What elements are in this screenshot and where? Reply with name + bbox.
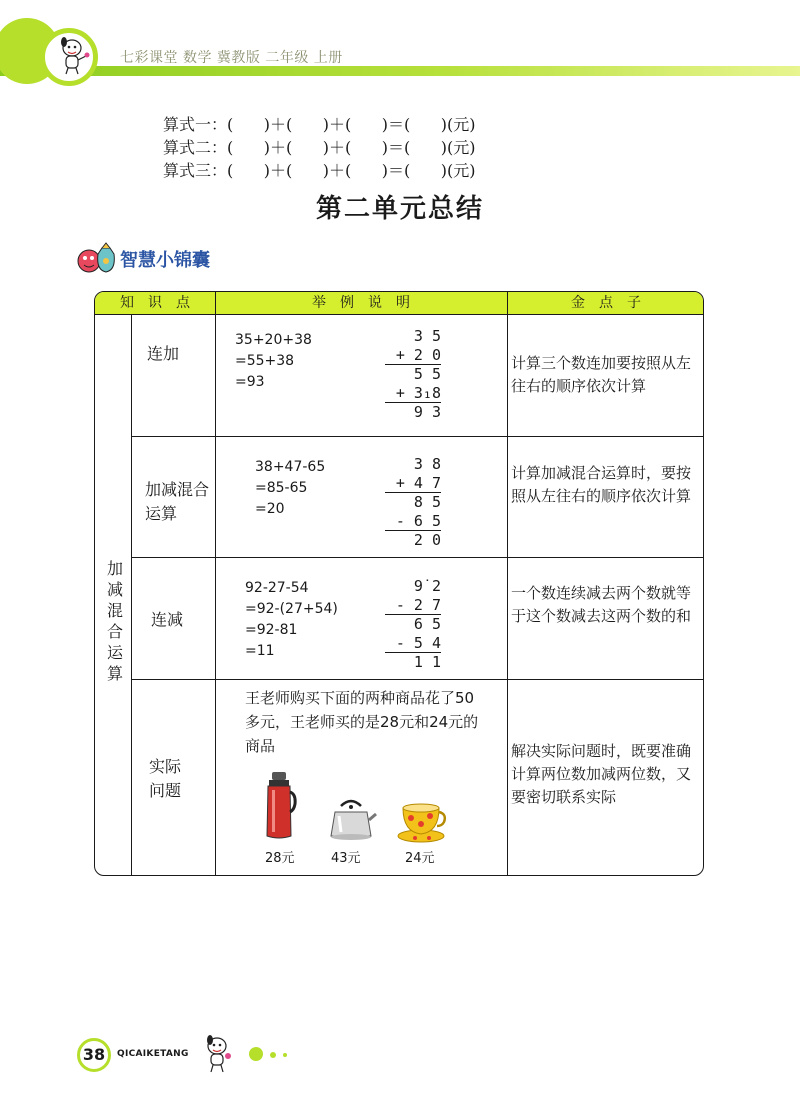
formula-line-2: 算式二：( )＋( )＋( )＝( )(元) bbox=[163, 138, 476, 157]
decorative-dot bbox=[283, 1053, 287, 1057]
section-label: 智慧小锦囊 bbox=[120, 250, 210, 271]
grid-line bbox=[131, 436, 704, 437]
example-horizontal: 92-27-54 =92-(27+54) =92-81 =11 bbox=[245, 580, 338, 659]
topic-lianjian: 连减 bbox=[151, 610, 184, 629]
table-header-row bbox=[95, 292, 703, 315]
example-horizontal: 35+20+38 =55+38 =93 bbox=[235, 332, 312, 390]
header-example: 举例说明 bbox=[312, 295, 424, 311]
page-number: 38 bbox=[77, 1038, 111, 1072]
vertical-calculation: 9̇ 2 - 2 7 6 5 - 5 4 1 1 bbox=[385, 577, 441, 672]
example-horizontal: 38+47-65 =85-65 =20 bbox=[255, 459, 326, 517]
decorative-dot bbox=[249, 1047, 263, 1061]
vertical-calculation: 3 5 + 2 0 5 5 + 3₁8 9 3 bbox=[385, 327, 441, 422]
mascot-icon bbox=[54, 36, 90, 76]
tip-lianjia: 计算三个数连加要按照从左往右的顺序依次计算 bbox=[511, 354, 692, 395]
category-char: 混 bbox=[106, 601, 123, 620]
topic-mixed-ops: 加减混合运算 bbox=[145, 480, 210, 523]
category-label bbox=[105, 558, 125, 684]
tip-practical-problem: 解决实际问题时，既要准确计算两位数加减两位数，又要密切联系实际 bbox=[511, 742, 692, 806]
category-char: 合 bbox=[106, 622, 123, 641]
category-char: 加 bbox=[106, 559, 123, 578]
problem-statement: 王老师购买下面的两种商品花了50多元，王老师买的是28元和24元的商品 bbox=[245, 689, 479, 755]
price-label: 43元 bbox=[331, 851, 361, 866]
kettle-icon bbox=[327, 796, 377, 842]
header-knowledge-point: 知识点 bbox=[120, 295, 204, 311]
tip-mixed-ops: 计算加减混合运算时，要按照从左往右的顺序依次计算 bbox=[511, 464, 692, 505]
decorative-dot bbox=[270, 1052, 276, 1058]
footer-mascot-icon bbox=[200, 1034, 234, 1074]
topic-practical-problem: 实际问题 bbox=[149, 757, 182, 800]
summary-table bbox=[94, 291, 704, 876]
formula-line-1: 算式一：( )＋( )＋( )＝( )(元) bbox=[163, 115, 476, 134]
unit-summary-title: 第二单元总结 bbox=[315, 194, 484, 224]
header-bar bbox=[0, 66, 800, 76]
category-char: 运 bbox=[106, 643, 123, 662]
topic-lianjia: 连加 bbox=[147, 344, 180, 363]
grid-line bbox=[131, 679, 704, 680]
footer-brand: QICAIKETANG bbox=[117, 1049, 189, 1059]
header-tips: 金点子 bbox=[571, 295, 655, 311]
formula-line-3: 算式三：( )＋( )＋( )＝( )(元) bbox=[163, 161, 476, 180]
vertical-calculation: 3 8 + 4 7 8 5 - 6 5 2 0 bbox=[385, 455, 441, 550]
header-title: 七彩课堂 数学 冀教版 二年级 上册 bbox=[120, 50, 343, 66]
category-char: 减 bbox=[106, 580, 123, 599]
price-label: 24元 bbox=[405, 851, 435, 866]
lucky-bag-icon bbox=[76, 240, 116, 274]
grid-line bbox=[215, 292, 216, 876]
tip-lianjian: 一个数连续减去两个数就等于这个数减去这两个数的和 bbox=[511, 584, 692, 625]
grid-line bbox=[131, 557, 704, 558]
teacup-icon bbox=[397, 800, 447, 844]
grid-line bbox=[131, 314, 132, 876]
category-char: 算 bbox=[106, 664, 123, 683]
grid-line bbox=[507, 292, 508, 876]
thermos-icon bbox=[263, 770, 297, 842]
price-label: 28元 bbox=[265, 851, 295, 866]
